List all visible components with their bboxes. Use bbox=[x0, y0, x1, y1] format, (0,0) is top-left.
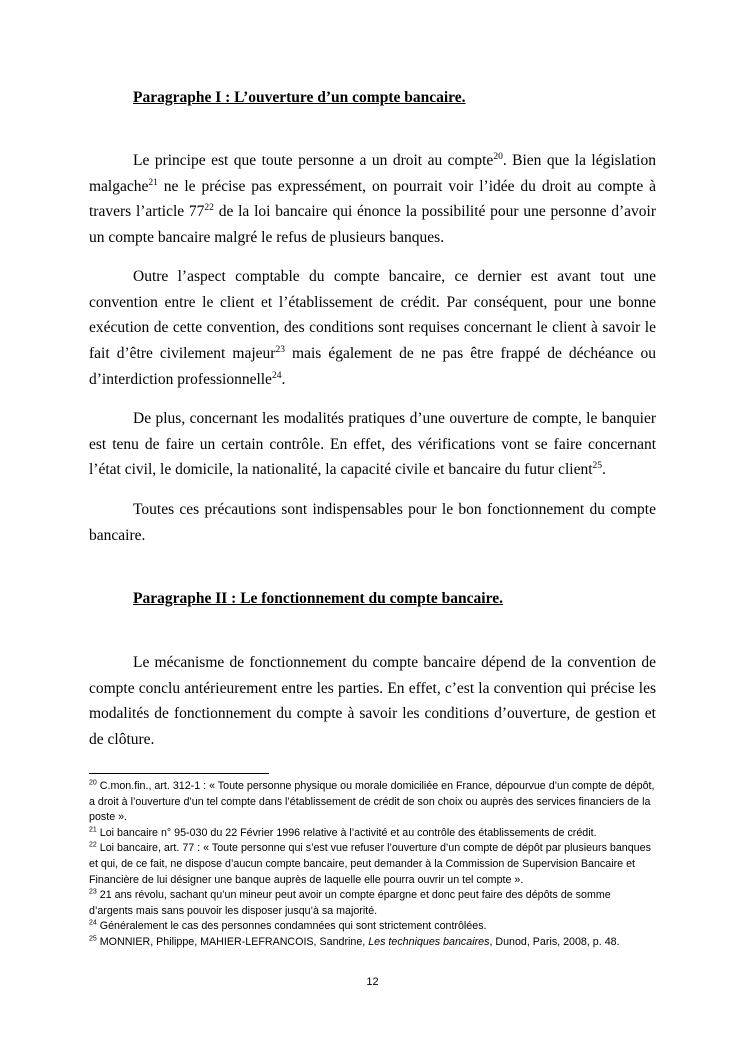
paragraph-2: Outre l’aspect comptable du compte bancaire, ce dernier est avant tout une convention entre le client et l’établissement de crédit. Par conséquent, pour une bonne exécution de cette convention, des conditions sont requises concernant le client à savoir le fait d’être civilement majeur$^{23}$ mais également de ne pas être frappé de déchéance ou d’interdiction professionnelle$^{24}$. bbox=[89, 268, 656, 388]
footnote-21: $^{21}$ Loi bancaire n° 95-030 du 22 Février 1996 relative à l’activité et au contrôle des établissements de crédit. bbox=[89, 826, 597, 839]
footnote-20: $^{20}$ C.mon.fin., art. 312-1 : « Toute personne physique ou morale domiciliée en France, dépourvue d’un compte de dépôt, a droit à l’ouverture d’un tel compte dans l’établissement de crédit de son choix ou auprès des services financiers de la poste ». bbox=[89, 779, 655, 824]
footnote-ref-20: 20 bbox=[493, 151, 503, 162]
footnote-separator bbox=[89, 773, 269, 774]
book-title: Les techniques bancaires bbox=[368, 935, 490, 948]
section-heading-1: Paragraphe I : L’ouverture d’un compte bancaire. bbox=[133, 89, 466, 106]
paragraph-3: De plus, concernant les modalités pratiques d’une ouverture de compte, le banquier est tenu de faire un certain contrôle. En effet, des vérifications vont se faire concernant l’état civil, le domicile, la nationalité, la capacité civile et bancaire du futur client$^{25}$. bbox=[89, 410, 656, 479]
footnote-24: $^{24}$ Généralement le cas des personnes condamnées qui sont strictement contrôlées. bbox=[89, 919, 487, 933]
footnote-ref-23: 23 bbox=[275, 344, 285, 355]
footnote-ref-21: 21 bbox=[148, 177, 158, 188]
paragraph-5: Le mécanisme de fonctionnement du compte bancaire dépend de la convention de compte conclu antérieurement entre les parties. En effet, c’est la convention qui précise les modalités de fonctionnement du compte à savoir les conditions d’ouverture, de gestion et de clôture. bbox=[89, 654, 656, 749]
paragraph-4: Toutes ces précautions sont indispensables pour le bon fonctionnement du compte bancaire. bbox=[89, 501, 656, 544]
paragraph-1: Le principe est que toute personne a un droit au compte$^{20}$. Bien que la législation malgache$^{21}$ ne le précise pas expressément, on pourrait voir l’idée du droit au compte à travers l’article $77^{22}$ de la loi bancaire qui énonce la possibilité pour une personne d’avoir un compte bancaire malgré le refus de plusieurs banques. bbox=[89, 151, 657, 247]
footnote-23: $^{23}$ 21 ans révolu, sachant qu’un mineur peut avoir un compte épargne et donc peut faire des dépôts de somme d’argents mais sans pouvoir les disposer jusqu’à sa majorité. bbox=[89, 888, 611, 917]
footnote-25: $^{25}$ MONNIER, Philippe, MAHIER-LEFRANCOIS, Sandrine, Les techniques bancaires, Dunod, Paris, 2008, p. 48. bbox=[89, 935, 620, 948]
footnote-ref-25: 25 bbox=[592, 461, 603, 472]
footnote-ref-22: 22 bbox=[204, 203, 214, 214]
footnotes bbox=[89, 779, 656, 951]
footnote-ref-24: 24 bbox=[271, 370, 282, 381]
page-number: 12 bbox=[366, 976, 379, 988]
section-heading-2: Paragraphe II : Le fonctionnement du compte bancaire. bbox=[133, 590, 503, 607]
footnote-22: $^{22}$ Loi bancaire, art. 77 : « Toute personne qui s’est vue refuser l’ouverture d’un compte de dépôt par plusieurs banques et qui, de ce fait, ne dispose d’aucun compte bancaire, peut demander à la Commission de Supervision Bancaire et Financière de lui désigner une banque auprès de laquelle elle pourra ouvrir un tel compte ». bbox=[89, 841, 651, 886]
